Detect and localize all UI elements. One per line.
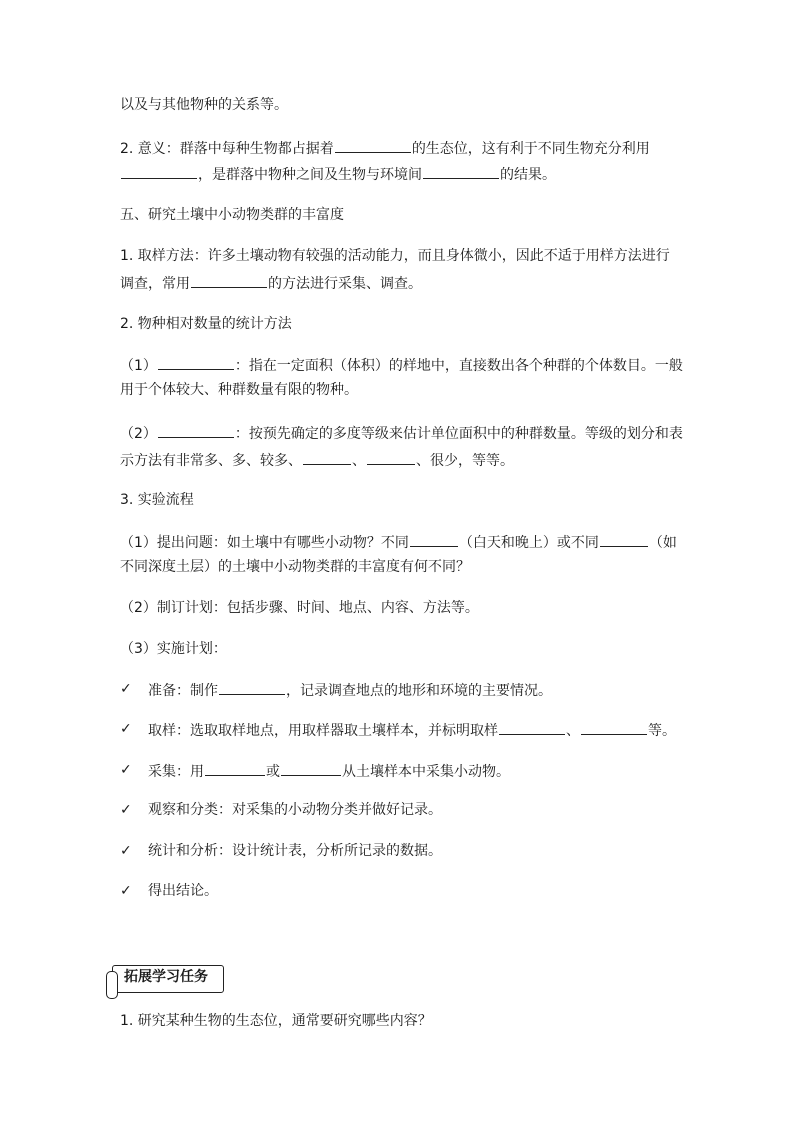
fill-blank[interactable] (281, 760, 341, 776)
fill-blank[interactable] (581, 719, 647, 735)
text-line: 示方法有非常多、多、较多、 、 、很少，等等。 (120, 449, 514, 471)
text-line: 2. 物种相对数量的统计方法 (120, 316, 292, 332)
check-icon: ✓ (120, 721, 132, 737)
text-line: ，是群落中物种之间及生物与环境间 的结果。 (120, 163, 556, 185)
text-line: （3）实施计划： (120, 641, 227, 657)
text-line: 以及与其他物种的关系等。 (120, 97, 288, 113)
banner-title: 拓展学习任务 (124, 969, 208, 985)
text-line: 准备：制作 ，记录调查地点的地形和环境的主要情况。 (148, 679, 552, 701)
question-line: 1. 研究某种生物的生态位，通常要研究哪些内容？ (120, 1013, 432, 1029)
text-line: 2. 意义：群落中每种生物都占据着 的生态位，这有利于不同生物充分利用 (120, 137, 650, 159)
fill-blank[interactable] (158, 354, 234, 370)
fill-blank[interactable] (499, 719, 565, 735)
fill-blank[interactable] (205, 760, 265, 776)
text-line: 统计和分析：设计统计表，分析所记录的数据。 (148, 843, 442, 859)
section-banner (106, 963, 224, 997)
fill-blank[interactable] (303, 449, 351, 465)
scroll-decoration-icon (106, 971, 118, 999)
text-line: 观察和分类：对采集的小动物分类并做好记录。 (148, 802, 442, 818)
text-line: 采集：用 或 从土壤样本中采集小动物。 (148, 760, 510, 782)
text-line: 取样：选取取样地点，用取样器取土壤样本，并标明取样 、 等。 (148, 719, 676, 741)
fill-blank[interactable] (158, 422, 234, 438)
text-line: 不同深度土层）的土壤中小动物类群的丰富度有何不同？ (120, 559, 470, 575)
text-line: 3. 实验流程 (120, 492, 194, 508)
check-icon: ✓ (120, 883, 132, 899)
text-line: （2）制订计划：包括步骤、时间、地点、内容、方法等。 (120, 600, 479, 616)
text-line: （1） ：指在一定面积（体积）的样地中，直接数出各个种群的个体数目。一般 (120, 354, 683, 376)
fill-blank[interactable] (335, 137, 411, 153)
text-line: 用于个体较大、种群数量有限的物种。 (120, 382, 358, 398)
fill-blank[interactable] (410, 531, 458, 547)
text-line: （1）提出问题：如土壤中有哪些小动物？不同 （白天和晚上）或不同 （如 (120, 531, 677, 553)
fill-blank[interactable] (367, 449, 415, 465)
text-line: 调查，常用 的方法进行采集、调查。 (120, 272, 422, 294)
fill-blank[interactable] (121, 163, 197, 179)
check-icon: ✓ (120, 843, 132, 859)
check-icon: ✓ (120, 762, 132, 778)
check-icon: ✓ (120, 802, 132, 818)
text-line: 1. 取样方法：许多土壤动物有较强的活动能力，而且身体微小，因此不适于用样方法进行 (120, 248, 670, 264)
fill-blank[interactable] (219, 679, 285, 695)
check-icon: ✓ (120, 681, 132, 697)
fill-blank[interactable] (600, 531, 648, 547)
section-heading: 五、研究土壤中小动物类群的丰富度 (120, 207, 344, 223)
fill-blank[interactable] (423, 163, 499, 179)
fill-blank[interactable] (191, 272, 267, 288)
text-line: 得出结论。 (148, 883, 218, 899)
text-line: （2） ：按预先确定的多度等级来估计单位面积中的种群数量。等级的划分和表 (120, 422, 683, 444)
